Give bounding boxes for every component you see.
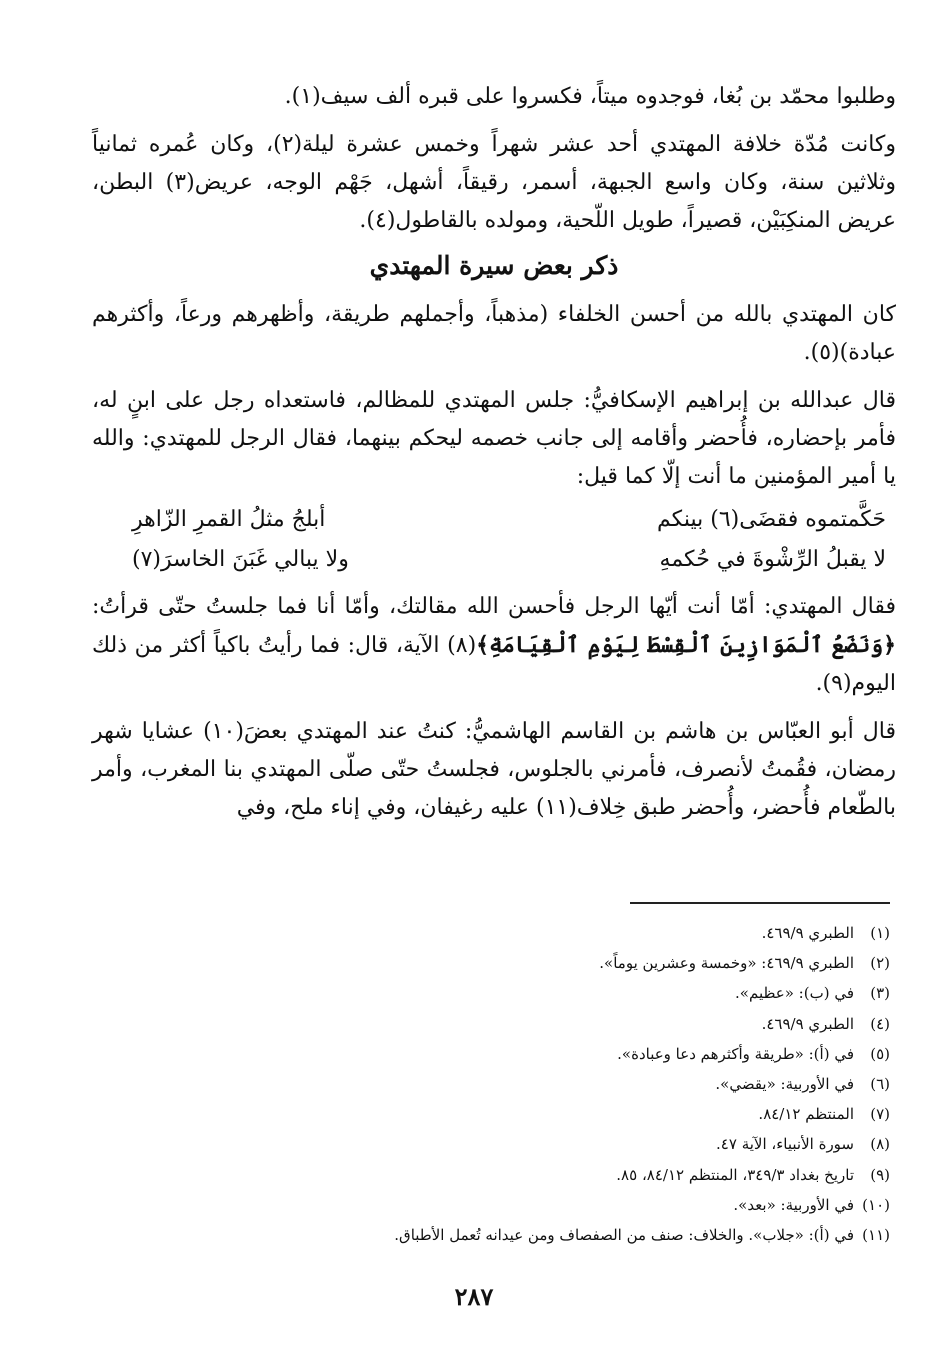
footnote-item <box>92 1069 890 1099</box>
page-number: ٢٨٧ <box>454 1282 494 1311</box>
verse-hemistich-second: ولا يبالي غَبَنَ الخاسرَ(٧) <box>132 547 349 572</box>
paragraph-4: قال عبدالله بن إبراهيم الإسكافيُّ: جلس المهتدي للمظالم، فاستعداه رجل على ابنٍ له، فأمر بإحضاره، فأُحضر وأقامه إلى جانب خصمه ليحكم بينهما، فقال الرجل للمهتدي: والله يا أمير المؤمنين ما أنت إلّا كما قيل: <box>92 388 896 489</box>
footnote-item <box>92 1039 890 1069</box>
poem-verse <box>92 500 896 540</box>
footnotes <box>92 918 890 1250</box>
footnote-text: الطبري ٤٦٩/٩. <box>761 924 854 942</box>
footnote-item <box>92 918 890 948</box>
footnote-divider <box>630 902 890 904</box>
footnote-number: (٩) <box>870 1165 890 1184</box>
footnote-text: الطبري ٤٦٩/٩: «وخمسة وعشرين يوماً». <box>599 954 854 973</box>
paragraph-5-text-before: فقال المهتدي: أمّا أنت أيّها الرجل فأحسن الله مقالتك، وأمّا أنا فما جلستُ حتّى قرأتُ: <box>92 594 896 619</box>
poem <box>92 500 896 580</box>
footnote-text: المنتظم ٨٤/١٢. <box>758 1105 854 1124</box>
footnote-item <box>92 1190 890 1220</box>
main-text <box>92 78 896 827</box>
footnote-number: (١٠) <box>862 1195 890 1214</box>
footnote-number: (٣) <box>870 984 890 1003</box>
footnote-text: في (ب): «عظيم». <box>735 984 854 1003</box>
footnote-number: (١) <box>870 924 890 942</box>
footnote-item <box>92 1099 890 1129</box>
paragraph-1: وطلبوا محمّد بن بُغا، فوجدوه ميتاً، فكسروا على قبره ألف سيف(١). <box>284 84 896 109</box>
footnote-text: في (أ): «طريقة وأكثرهم دعا وعبادة». <box>617 1044 854 1063</box>
verse-hemistich-first: حَكَّمتموه فقضَى(٦) بينكم <box>657 507 886 532</box>
footnote-item <box>92 1129 890 1159</box>
footnote-text: في (أ): «جلاب». والخلاف: صنف من الصفصاف ومن عيدانه تُعمل الأطباق. <box>394 1226 854 1245</box>
quran-verse: ﴿وَنَضَعُ ٱلْمَوَازِينَ ٱلْقِسْطَ لِيَوْمِ ٱلْقِيَامَةِ﴾ <box>476 632 896 658</box>
footnote-item <box>92 978 890 1008</box>
footnote-item <box>92 1009 890 1039</box>
paragraph-2: وكانت مُدّة خلافة المهتدي أحد عشر شهراً وخمس عشرة ليلة(٢)، وكان عُمره ثمانياً وثلاثين سنة، وكان واسع الجبهة، أسمر، رقيقاً، أشهل، جَهْم الوجه، عريض(٣) البطن، عريض المنكِبَيْن، قصيراً، طويل اللّحية، ومولده بالقاطول(٤). <box>92 132 897 233</box>
footnote-number: (٥) <box>870 1044 890 1063</box>
verse-hemistich-first: لا يقبلُ الرِّشْوةَ في حُكمهِ <box>659 547 886 572</box>
paragraph-6: قال أبو العبّاس بن هاشم بن القاسم الهاشميُّ: كنتُ عند المهتدي بعضَ(١٠) عشايا شهر رمضان، فقُمتُ لأنصرف، فأمرني بالجلوس، فجلستُ حتّى صلّى المهتدي بنا المغرب، وأمر بالطّعام فأُحضر، وأُحضر طبق خِلاف(١١) عليه رغيفان، وفي إناء ملح، وفي <box>92 719 896 820</box>
footnote-number: (٤) <box>870 1014 890 1033</box>
footnote-number: (٢) <box>870 954 890 973</box>
footnote-number: (١١) <box>862 1226 890 1245</box>
footnote-text: الطبري ٤٦٩/٩. <box>761 1014 854 1033</box>
footnote-text: سورة الأنبياء، الآية ٤٧. <box>716 1135 854 1154</box>
footnote-text: تاريخ بغداد ٣٤٩/٣، المنتظم ٨٤/١٢، ٨٥. <box>616 1165 854 1184</box>
footnote-text: في الأوربية: «بعد». <box>733 1195 854 1214</box>
poem-verse <box>92 540 896 580</box>
verse-hemistich-second: أبلجُ مثلُ القمرِ الزّاهرِ <box>132 507 326 532</box>
paragraph-5 <box>92 588 896 703</box>
footnote-number: (٦) <box>870 1075 890 1094</box>
footnote-number: (٧) <box>870 1105 890 1124</box>
footnote-number: (٨) <box>870 1135 890 1154</box>
paragraph-5-text-after: (٨) الآية، قال: فما رأيتُ باكياً أكثر من ذلك اليوم(٩). <box>92 633 896 696</box>
footnote-item <box>92 948 890 978</box>
paragraph-3: كان المهتدي بالله من أحسن الخلفاء (مذهباً، وأجملهم طريقة، وأظهرهم ورعاً، وأكثرهم عبادة)(٥). <box>92 302 896 365</box>
footnote-item <box>92 1160 890 1190</box>
footnote-item <box>92 1220 890 1250</box>
footnote-text: في الأوربية: «يقضي». <box>715 1075 854 1094</box>
section-heading: ذكر بعض سيرة المهتدي <box>369 251 619 280</box>
